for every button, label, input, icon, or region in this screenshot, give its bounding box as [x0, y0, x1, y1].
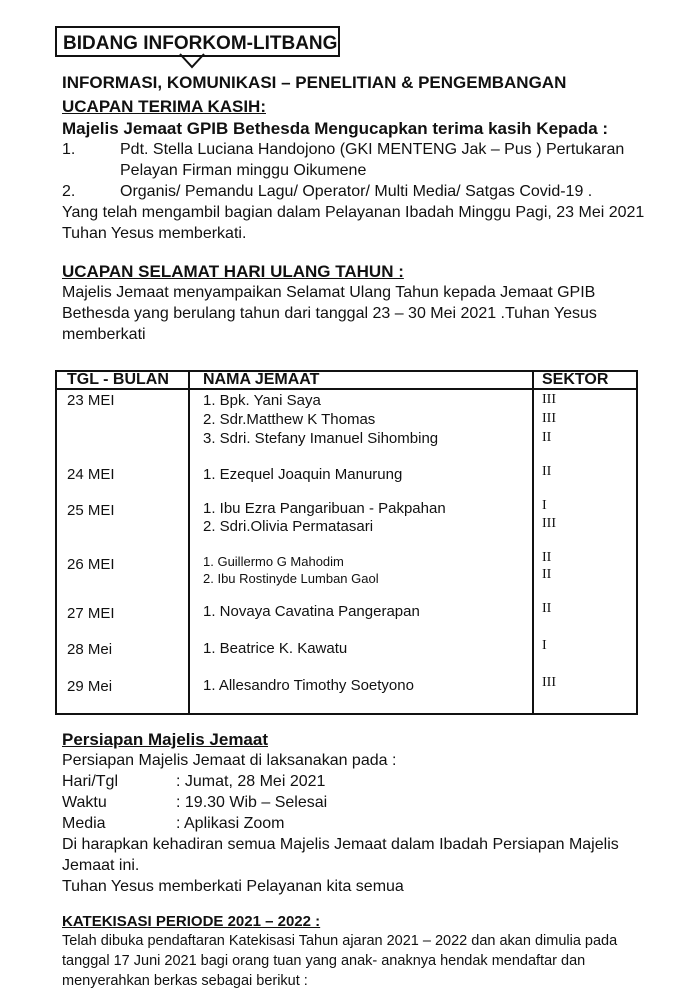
birthday-heading: UCAPAN SELAMAT HARI ULANG TAHUN : — [62, 262, 404, 281]
thanks-item-number: 1. — [62, 141, 76, 158]
table-cell-sector: II — [542, 430, 552, 445]
katekisasi-text: tanggal 17 Juni 2021 bagi orang tuan yang anak- anaknya hendak mendaftar dan — [62, 953, 586, 969]
thanks-item-number: 2. — [62, 183, 76, 200]
prep-media-label: Media — [62, 815, 106, 832]
table-cell-sector: III — [542, 392, 556, 407]
table-cell-name: 2. Sdri.Olivia Permatasari — [203, 518, 374, 535]
table-cell-sector: III — [542, 411, 556, 426]
prep-date-value: : Jumat, 28 Mei 2021 — [176, 773, 326, 790]
thanks-heading: UCAPAN TERIMA KASIH: — [62, 97, 266, 116]
thanks-item-line: Organis/ Pemandu Lagu/ Operator/ Multi Media/ Satgas Covid-19 . — [120, 183, 593, 200]
table-cell-name: 1. Ezequel Joaquin Manurung — [203, 466, 403, 483]
table-cell-sector: II — [542, 567, 552, 582]
katekisasi-text: Telah dibuka pendaftaran Katekisasi Tahun ajaran 2021 – 2022 dan akan dimulia pada — [62, 933, 618, 949]
table-cell-name: 1. Novaya Cavatina Pangerapan — [203, 603, 420, 620]
prep-note: Di harapkan kehadiran semua Majelis Jemaat dalam Ibadah Persiapan Majelis — [62, 836, 619, 853]
table-cell-name: 2. Sdr.Matthew K Thomas — [203, 411, 376, 428]
table-cell-sector: III — [542, 516, 556, 531]
table-cell-name: 1. Allesandro Timothy Soetyono — [203, 677, 414, 694]
table-cell-date: 23 MEI — [67, 392, 115, 409]
prep-media-value: : Aplikasi Zoom — [176, 815, 285, 832]
table-cell-name: 1. Beatrice K. Kawatu — [203, 640, 348, 657]
prep-note: Jemaat ini. — [62, 857, 140, 874]
table-cell-date: 24 MEI — [67, 466, 115, 483]
prep-heading: Persiapan Majelis Jemaat — [62, 730, 269, 749]
prep-intro: Persiapan Majelis Jemaat di laksanakan pada : — [62, 752, 397, 769]
table-cell-sector: II — [542, 550, 552, 565]
thanks-intro: Majelis Jemaat GPIB Bethesda Mengucapkan terima kasih Kepada : — [62, 119, 609, 138]
table-cell-date: 27 MEI — [67, 605, 115, 622]
table-cell-name: 1. Guillermo G Mahodim — [203, 554, 344, 569]
table-cell-date: 26 MEI — [67, 556, 115, 573]
table-column-divider — [532, 372, 534, 713]
table-cell-name: 1. Ibu Ezra Pangaribuan - Pakpahan — [203, 500, 446, 517]
prep-blessing: Tuhan Yesus memberkati Pelayanan kita semua — [62, 878, 404, 895]
birthday-text: Majelis Jemaat menyampaikan Selamat Ulang Tahun kepada Jemaat GPIB — [62, 284, 596, 301]
katekisasi-text: menyerahkan berkas sebagai berikut : — [62, 973, 308, 989]
thanks-closing: Yang telah mengambil bagian dalam Pelayanan Ibadah Minggu Pagi, 23 Mei 2021 — [62, 204, 645, 221]
table-cell-date: 25 MEI — [67, 502, 115, 519]
page-subtitle: INFORMASI, KOMUNIKASI – PENELITIAN & PENGEMBANGAN — [62, 73, 567, 92]
prep-time-label: Waktu — [62, 794, 107, 811]
thanks-item-line: Pelayan Firman minggu Oikumene — [120, 162, 367, 179]
column-header-name: NAMA JEMAAT — [203, 371, 320, 388]
birthday-text: memberkati — [62, 326, 146, 343]
table-cell-name: 3. Sdri. Stefany Imanuel Sihombing — [203, 430, 439, 447]
table-cell-date: 29 Mei — [67, 678, 113, 695]
prep-date-label: Hari/Tgl — [62, 773, 119, 790]
table-cell-sector: III — [542, 675, 556, 690]
table-cell-date: 28 Mei — [67, 641, 113, 658]
table-cell-sector: II — [542, 601, 552, 616]
table-cell-name: 2. Ibu Rostinyde Lumban Gaol — [203, 571, 379, 586]
down-arrow-icon — [178, 52, 206, 70]
thanks-item-line: Pdt. Stella Luciana Handojono (GKI MENTENG Jak – Pus ) Pertukaran — [120, 141, 625, 158]
katekisasi-heading: KATEKISASI PERIODE 2021 – 2022 : — [62, 913, 321, 930]
birthday-text: Bethesda yang berulang tahun dari tanggal 23 – 30 Mei 2021 .Tuhan Yesus — [62, 305, 597, 322]
table-cell-name: 1. Bpk. Yani Saya — [203, 392, 321, 409]
table-cell-sector: I — [542, 638, 547, 653]
column-header-date: TGL - BULAN — [67, 371, 169, 388]
table-column-divider — [188, 372, 190, 713]
section-title-box: BIDANG INFORKOM-LITBANG — [55, 26, 340, 57]
table-cell-sector: I — [542, 498, 547, 513]
thanks-blessing: Tuhan Yesus memberkati. — [62, 225, 247, 242]
table-cell-sector: II — [542, 464, 552, 479]
birthday-table — [55, 370, 638, 715]
prep-time-value: : 19.30 Wib – Selesai — [176, 794, 328, 811]
column-header-sector: SEKTOR — [542, 371, 609, 388]
